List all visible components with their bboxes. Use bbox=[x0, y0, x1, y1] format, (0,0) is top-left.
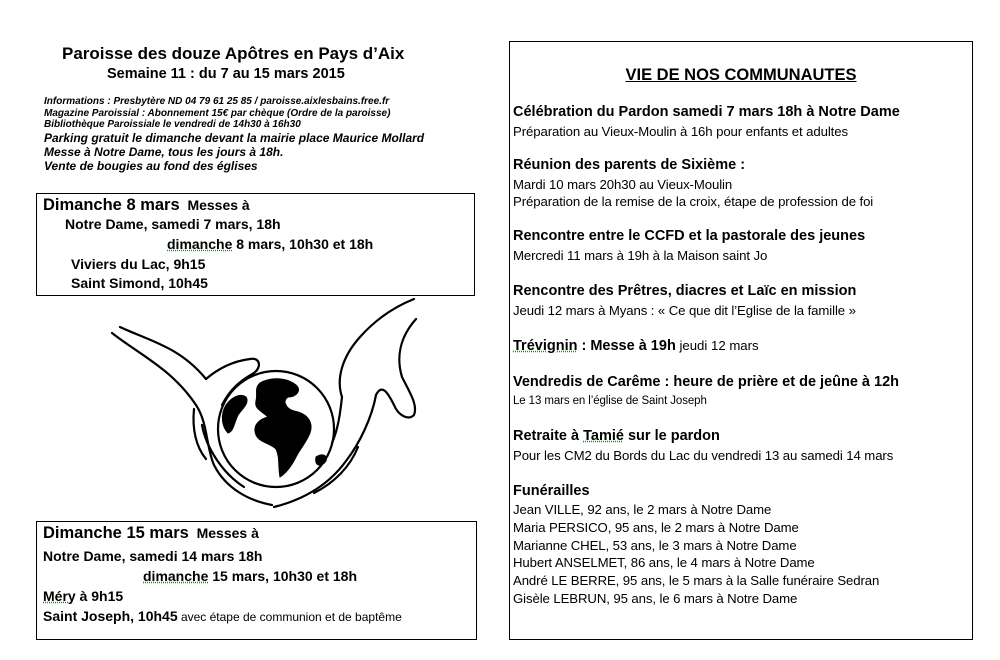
funeral-item: Jean VILLE, 92 ans, le 2 mars à Notre Dame bbox=[513, 502, 772, 517]
box2-line-saturday: Notre Dame, samedi 14 mars 18h bbox=[43, 548, 263, 564]
hands-globe-illustration bbox=[110, 297, 420, 521]
info-line-parking: Parking gratuit le dimanche devant la mairie place Maurice Mollard bbox=[44, 130, 425, 145]
box2-heading: Dimanche 15 mars Messes à bbox=[43, 524, 259, 542]
funeral-item: Hubert ANSELMET, 86 ans, le 4 mars à Notre Dame bbox=[513, 555, 815, 570]
section-parents-text-1: Mardi 10 mars 20h30 au Vieux-Moulin bbox=[513, 177, 733, 192]
mass-box-march-8 bbox=[36, 193, 475, 296]
info-line-mass: Messe à Notre Dame, tous les jours à 18h. bbox=[44, 144, 284, 159]
section-trevignin: Trévignin : Messe à 19h jeudi 12 mars bbox=[513, 338, 759, 354]
info-line-presbytere: Informations : Presbytère ND 04 79 61 25 85 / paroisse.aixlesbains.free.fr bbox=[44, 96, 390, 107]
funeral-item: Marianne CHEL, 53 ans, le 3 mars à Notre Dame bbox=[513, 538, 797, 553]
info-line-library: Bibliothèque Paroissiale le vendredi de 14h30 à 16h30 bbox=[44, 119, 301, 130]
mass-box-march-15 bbox=[36, 521, 477, 640]
info-block bbox=[44, 96, 424, 173]
community-life-box bbox=[509, 41, 973, 640]
box1-heading: Dimanche 8 mars Messes à bbox=[43, 196, 250, 214]
funeral-item: André LE BERRE, 95 ans, le 5 mars à la Salle funéraire Sedran bbox=[513, 573, 880, 588]
section-parents-text-2: Préparation de la remise de la croix, étape de profession de foi bbox=[513, 194, 874, 209]
community-title: VIE DE NOS COMMUNAUTES bbox=[625, 66, 857, 84]
section-pretres-heading: Rencontre des Prêtres, diacres et Laïc en mission bbox=[513, 283, 857, 299]
box1-line-sunday: dimanche 8 mars, 10h30 et 18h bbox=[167, 236, 374, 252]
funeral-item: Maria PERSICO, 95 ans, le 2 mars à Notre Dame bbox=[513, 520, 799, 535]
box2-line-sunday: dimanche 15 mars, 10h30 et 18h bbox=[143, 568, 358, 584]
section-ccfd-heading: Rencontre entre le CCFD et la pastorale des jeunes bbox=[513, 228, 866, 244]
section-careme-heading: Vendredis de Carême : heure de prière et de jeûne à 12h bbox=[513, 374, 900, 390]
section-pretres-text: Jeudi 12 mars à Myans : « Ce que dit l’Eglise de la famille » bbox=[513, 303, 856, 318]
section-funerals-heading: Funérailles bbox=[513, 483, 590, 499]
week-subtitle: Semaine 11 : du 7 au 15 mars 2015 bbox=[107, 66, 345, 82]
box2-line-mery: Méry à 9h15 bbox=[43, 588, 124, 604]
section-tamie-text: Pour les CM2 du Bords du Lac du vendredi 13 au samedi 14 mars bbox=[513, 448, 894, 463]
box1-line-viviers: Viviers du Lac, 9h15 bbox=[71, 256, 206, 272]
section-parents-heading: Réunion des parents de Sixième : bbox=[513, 157, 746, 173]
section-tamie-heading: Retraite à Tamié sur le pardon bbox=[513, 428, 720, 444]
section-pardon-text: Préparation au Vieux-Moulin à 16h pour enfants et adultes bbox=[513, 124, 848, 139]
page-title: Paroisse des douze Apôtres en Pays d’Aix bbox=[62, 44, 405, 63]
box2-line-joseph: Saint Joseph, 10h45 avec étape de communion et de baptême bbox=[43, 608, 402, 624]
box1-line-simond: Saint Simond, 10h45 bbox=[71, 275, 208, 291]
info-line-magazine: Magazine Paroissial : Abonnement 15€ par chèque (Ordre de la paroisse) bbox=[44, 107, 391, 119]
info-line-candles: Vente de bougies au fond des églises bbox=[44, 158, 258, 173]
section-ccfd-text: Mercredi 11 mars à 19h à la Maison saint Jo bbox=[513, 248, 768, 263]
section-careme-text: Le 13 mars en l’église de Saint Joseph bbox=[513, 395, 707, 407]
box1-line-saturday: Notre Dame, samedi 7 mars, 18h bbox=[65, 216, 281, 232]
section-pardon-heading: Célébration du Pardon samedi 7 mars 18h à Notre Dame bbox=[513, 104, 900, 120]
funeral-item: Gisèle LEBRUN, 95 ans, le 6 mars à Notre Dame bbox=[513, 591, 798, 606]
